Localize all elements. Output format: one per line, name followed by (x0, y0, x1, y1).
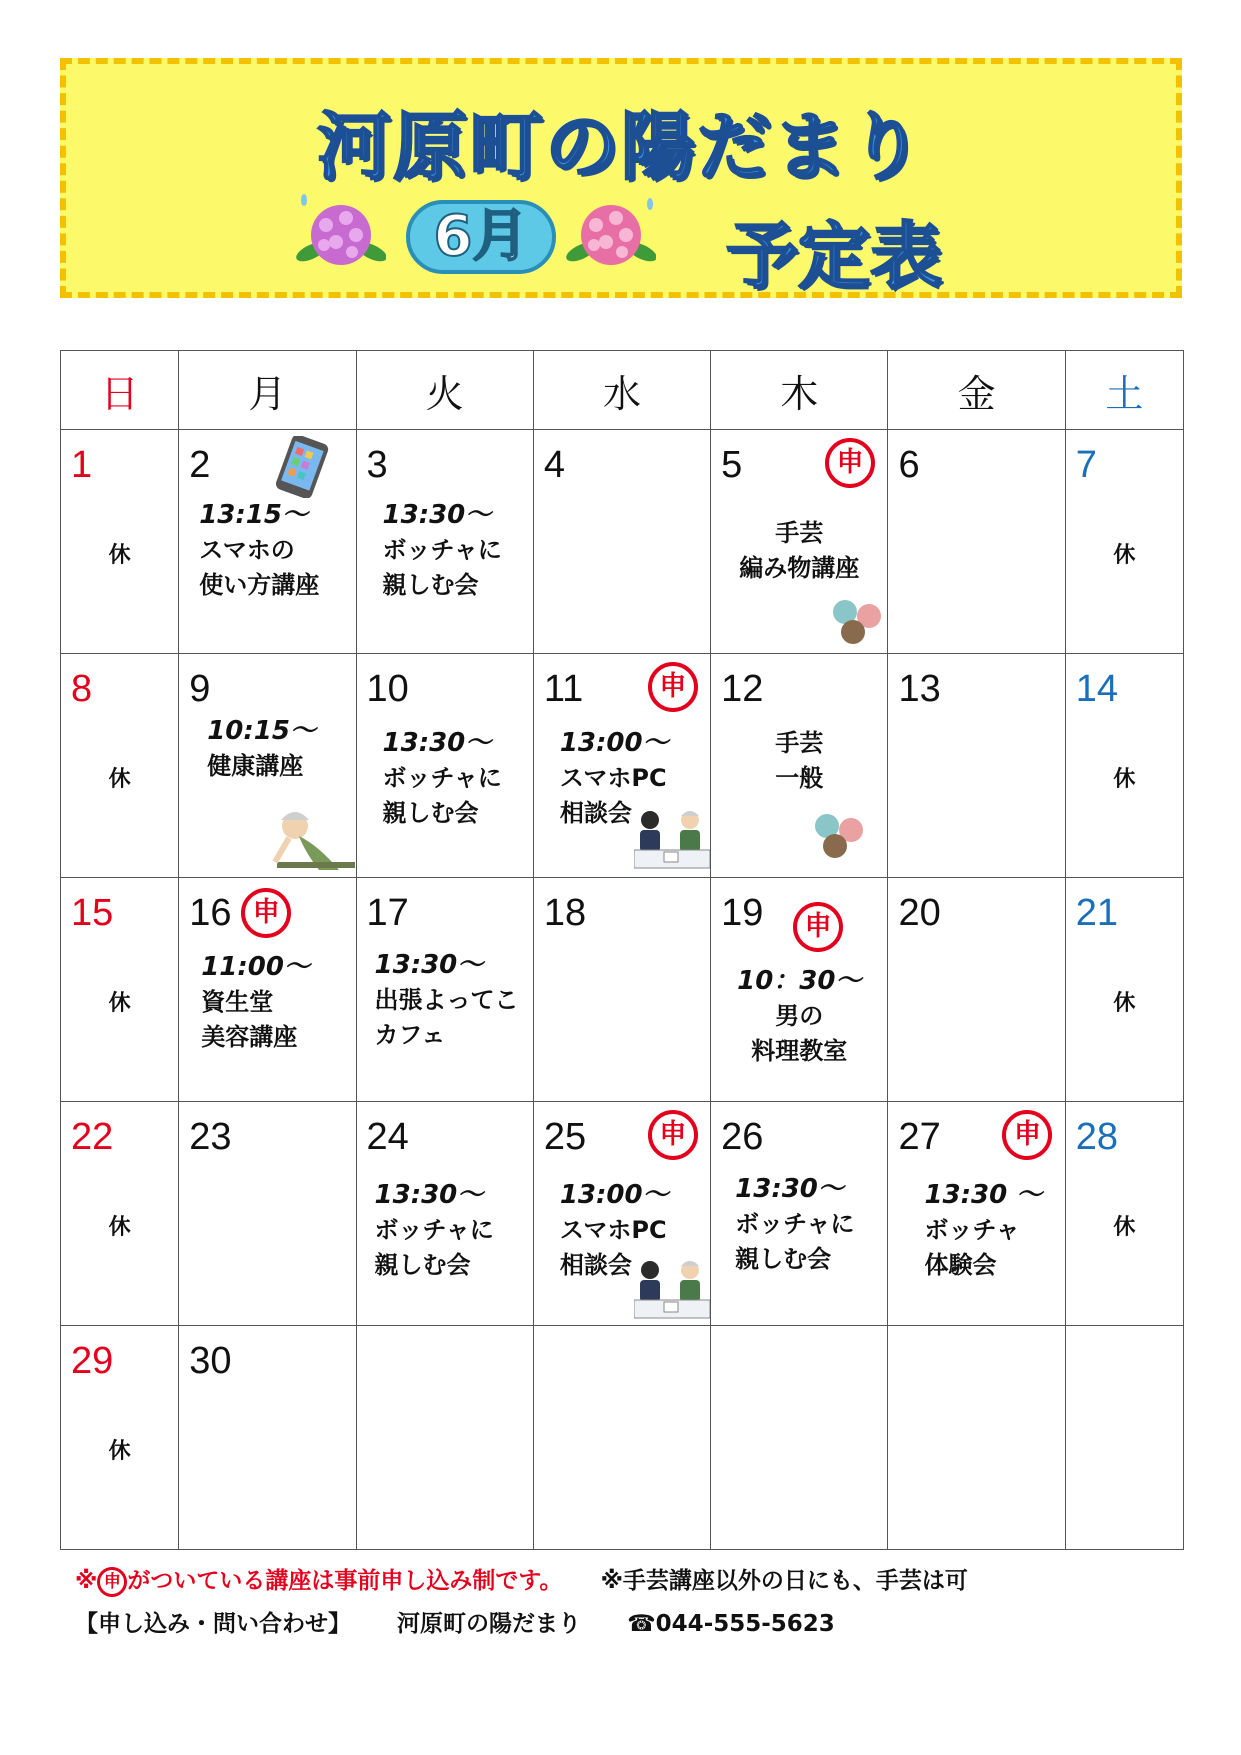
event-line: 使い方講座 (199, 571, 320, 599)
event-line: 健康講座 (207, 752, 304, 780)
application-required-badge: 申 (825, 438, 875, 488)
event-time: 13:30 ～ (924, 1180, 1043, 1210)
closed-label: 休 (108, 1439, 131, 1464)
day-number: 1 (71, 444, 93, 486)
application-required-badge: 申 (648, 1110, 698, 1160)
day-cell (711, 654, 888, 878)
day-cell (61, 654, 179, 878)
org-name: 河原町の陽だまり (397, 1611, 582, 1637)
weekday-sat: 土 (1065, 351, 1183, 430)
smartphone-icon (275, 436, 331, 498)
event-time: 13:30～ (374, 1180, 484, 1210)
hydrangea-icon (566, 190, 656, 280)
day-cell (1065, 878, 1183, 1102)
application-required-badge: 申 (241, 888, 291, 938)
day-number: 5 (721, 444, 743, 486)
day-number: 24 (366, 1116, 409, 1158)
day-number: 19 (721, 892, 764, 934)
weekday-tue: 火 (356, 351, 533, 430)
day-cell (356, 1326, 533, 1550)
closed-label: 休 (108, 991, 131, 1016)
note-crafts: ※手芸講座以外の日にも、手芸は可 (600, 1568, 968, 1594)
yarn-balls-icon (829, 596, 885, 646)
event-text (735, 1172, 854, 1277)
day-number: 10 (366, 668, 409, 710)
event-time: 13:30～ (382, 500, 492, 530)
day-cell (888, 1326, 1065, 1550)
event-text (711, 516, 887, 586)
day-number: 9 (189, 668, 211, 710)
event-time: 13:00～ (559, 728, 669, 758)
event-text (375, 948, 519, 1053)
application-required-badge: 申 (1002, 1110, 1052, 1160)
event-line: ボッチャに (382, 536, 502, 564)
consultation-icon (634, 806, 710, 872)
event-time: 13:30～ (374, 950, 484, 980)
day-cell (356, 654, 533, 878)
weekday-fri: 金 (888, 351, 1065, 430)
event-line: 親しむ会 (374, 1251, 471, 1279)
event-line: 料理教室 (751, 1037, 848, 1065)
day-number: 16 (189, 892, 232, 934)
weekday-thu: 木 (711, 351, 888, 430)
day-number: 15 (71, 892, 114, 934)
event-line: 体験会 (924, 1251, 997, 1279)
day-cell (533, 654, 710, 878)
day-cell (356, 1102, 533, 1326)
day-cell (179, 878, 356, 1102)
event-time: 13:00～ (559, 1180, 669, 1210)
day-cell (1065, 654, 1183, 878)
event-line: 親しむ会 (382, 799, 479, 827)
event-line: 男の (775, 1002, 824, 1030)
day-cell (179, 1102, 356, 1326)
day-cell (179, 654, 356, 878)
event-text (199, 498, 319, 603)
day-cell (179, 1326, 356, 1550)
closed-label: 休 (108, 1215, 131, 1240)
header-banner (60, 58, 1182, 298)
day-number: 7 (1075, 444, 1097, 486)
weekday-sun: 日 (61, 351, 179, 430)
day-cell (1065, 1102, 1183, 1326)
closed-label: 休 (108, 767, 131, 792)
event-line: 手芸 (775, 519, 824, 547)
week-row (61, 1326, 1184, 1550)
event-line: 手芸 (775, 729, 824, 757)
day-cell (61, 1326, 179, 1550)
day-number: 29 (71, 1340, 114, 1382)
weekday-header-row (61, 351, 1184, 430)
day-number: 3 (366, 444, 388, 486)
page-subtitle: 予定表 (726, 214, 943, 298)
event-time: 10:15～ (207, 716, 316, 746)
day-number: 8 (71, 668, 93, 710)
weekday-wed: 水 (533, 351, 710, 430)
event-line: 親しむ会 (735, 1245, 832, 1273)
day-number: 25 (543, 1116, 587, 1158)
event-text (711, 964, 887, 1069)
day-cell (533, 430, 710, 654)
event-line: ボッチャ (924, 1216, 1020, 1244)
day-cell (356, 430, 533, 654)
event-line: 親しむ会 (382, 571, 479, 599)
consultation-icon (634, 1256, 710, 1322)
hydrangea-icon (296, 190, 386, 280)
week-row (61, 878, 1184, 1102)
event-text (711, 726, 887, 796)
closed-label: 休 (1113, 1215, 1136, 1240)
application-required-badge: 申 (648, 662, 698, 712)
day-cell (711, 430, 888, 654)
day-number: 17 (366, 892, 409, 934)
day-cell (888, 1102, 1065, 1326)
closed-label: 休 (1113, 767, 1136, 792)
day-number: 14 (1075, 668, 1119, 710)
event-text (375, 1178, 494, 1283)
event-line: ボッチャに (382, 764, 502, 792)
event-line: カフェ (374, 1021, 446, 1049)
event-text (383, 498, 502, 603)
note-text: がついている講座は事前申し込み制です。 (127, 1568, 563, 1594)
event-line: 資生堂 (201, 988, 274, 1016)
footer-note (75, 1562, 968, 1597)
day-cell (533, 878, 710, 1102)
closed-label: 休 (108, 543, 131, 568)
event-line: スマホの (199, 536, 295, 564)
day-number: 2 (189, 444, 211, 486)
event-line: 一般 (775, 764, 824, 792)
day-cell (356, 878, 533, 1102)
day-cell (888, 430, 1065, 654)
yarn-balls-icon (811, 810, 867, 860)
event-time: 13:15～ (199, 500, 308, 530)
day-cell (888, 878, 1065, 1102)
event-line: ボッチャに (735, 1210, 855, 1238)
month-badge: 6月 (406, 200, 556, 274)
event-text (924, 1178, 1042, 1283)
page-title: 河原町の陽だまり (317, 104, 925, 190)
day-cell (179, 430, 356, 654)
day-cell (711, 878, 888, 1102)
week-row (61, 654, 1184, 878)
footer-contact (75, 1605, 873, 1638)
closed-label: 休 (1113, 991, 1136, 1016)
day-number: 28 (1075, 1116, 1119, 1158)
month-row (296, 184, 996, 298)
event-line: 相談会 (559, 1251, 632, 1279)
stretching-elder-icon (269, 804, 355, 874)
day-cell (711, 1326, 888, 1550)
event-line: 相談会 (559, 799, 632, 827)
phone-number: ☎044-555-5623 (627, 1611, 835, 1637)
day-number: 13 (898, 668, 941, 710)
event-line: スマホPC (559, 764, 667, 792)
day-cell (61, 1102, 179, 1326)
day-number: 12 (721, 668, 764, 710)
event-line: 美容講座 (201, 1023, 298, 1051)
contact-label: 【申し込み・問い合わせ】 (75, 1611, 351, 1637)
day-cell (1065, 1326, 1183, 1550)
event-text (383, 726, 502, 831)
week-row (61, 430, 1184, 654)
note-prefix: ※ (75, 1568, 98, 1594)
day-cell (533, 1326, 710, 1550)
calendar-table (60, 350, 1184, 1550)
event-line: 編み物講座 (739, 554, 860, 582)
day-cell (1065, 430, 1183, 654)
day-cell (888, 654, 1065, 878)
day-number: 27 (898, 1116, 941, 1158)
day-number: 20 (898, 892, 941, 934)
application-required-badge: 申 (97, 1567, 127, 1597)
day-number: 18 (543, 892, 587, 934)
application-required-badge: 申 (793, 902, 843, 952)
event-line: スマホPC (559, 1216, 667, 1244)
day-number: 22 (71, 1116, 114, 1158)
week-row (61, 1102, 1184, 1326)
event-time: 13:30～ (735, 1174, 844, 1204)
day-number: 30 (189, 1340, 232, 1382)
day-cell (61, 430, 179, 654)
event-text (201, 950, 310, 1055)
event-line: 出張よってこ (374, 986, 519, 1014)
event-line: ボッチャに (374, 1216, 494, 1244)
day-number: 6 (898, 444, 920, 486)
day-cell (61, 878, 179, 1102)
day-cell (533, 1102, 710, 1326)
day-cell (711, 1102, 888, 1326)
day-number: 26 (721, 1116, 764, 1158)
event-time: 10：30～ (737, 966, 862, 996)
weekday-mon: 月 (179, 351, 356, 430)
day-number: 23 (189, 1116, 232, 1158)
day-number: 11 (543, 668, 584, 710)
closed-label: 休 (1113, 543, 1136, 568)
day-number: 21 (1075, 892, 1119, 934)
day-number: 4 (543, 444, 565, 486)
event-text (207, 714, 316, 784)
event-time: 11:00～ (201, 952, 310, 982)
event-time: 13:30～ (382, 728, 492, 758)
